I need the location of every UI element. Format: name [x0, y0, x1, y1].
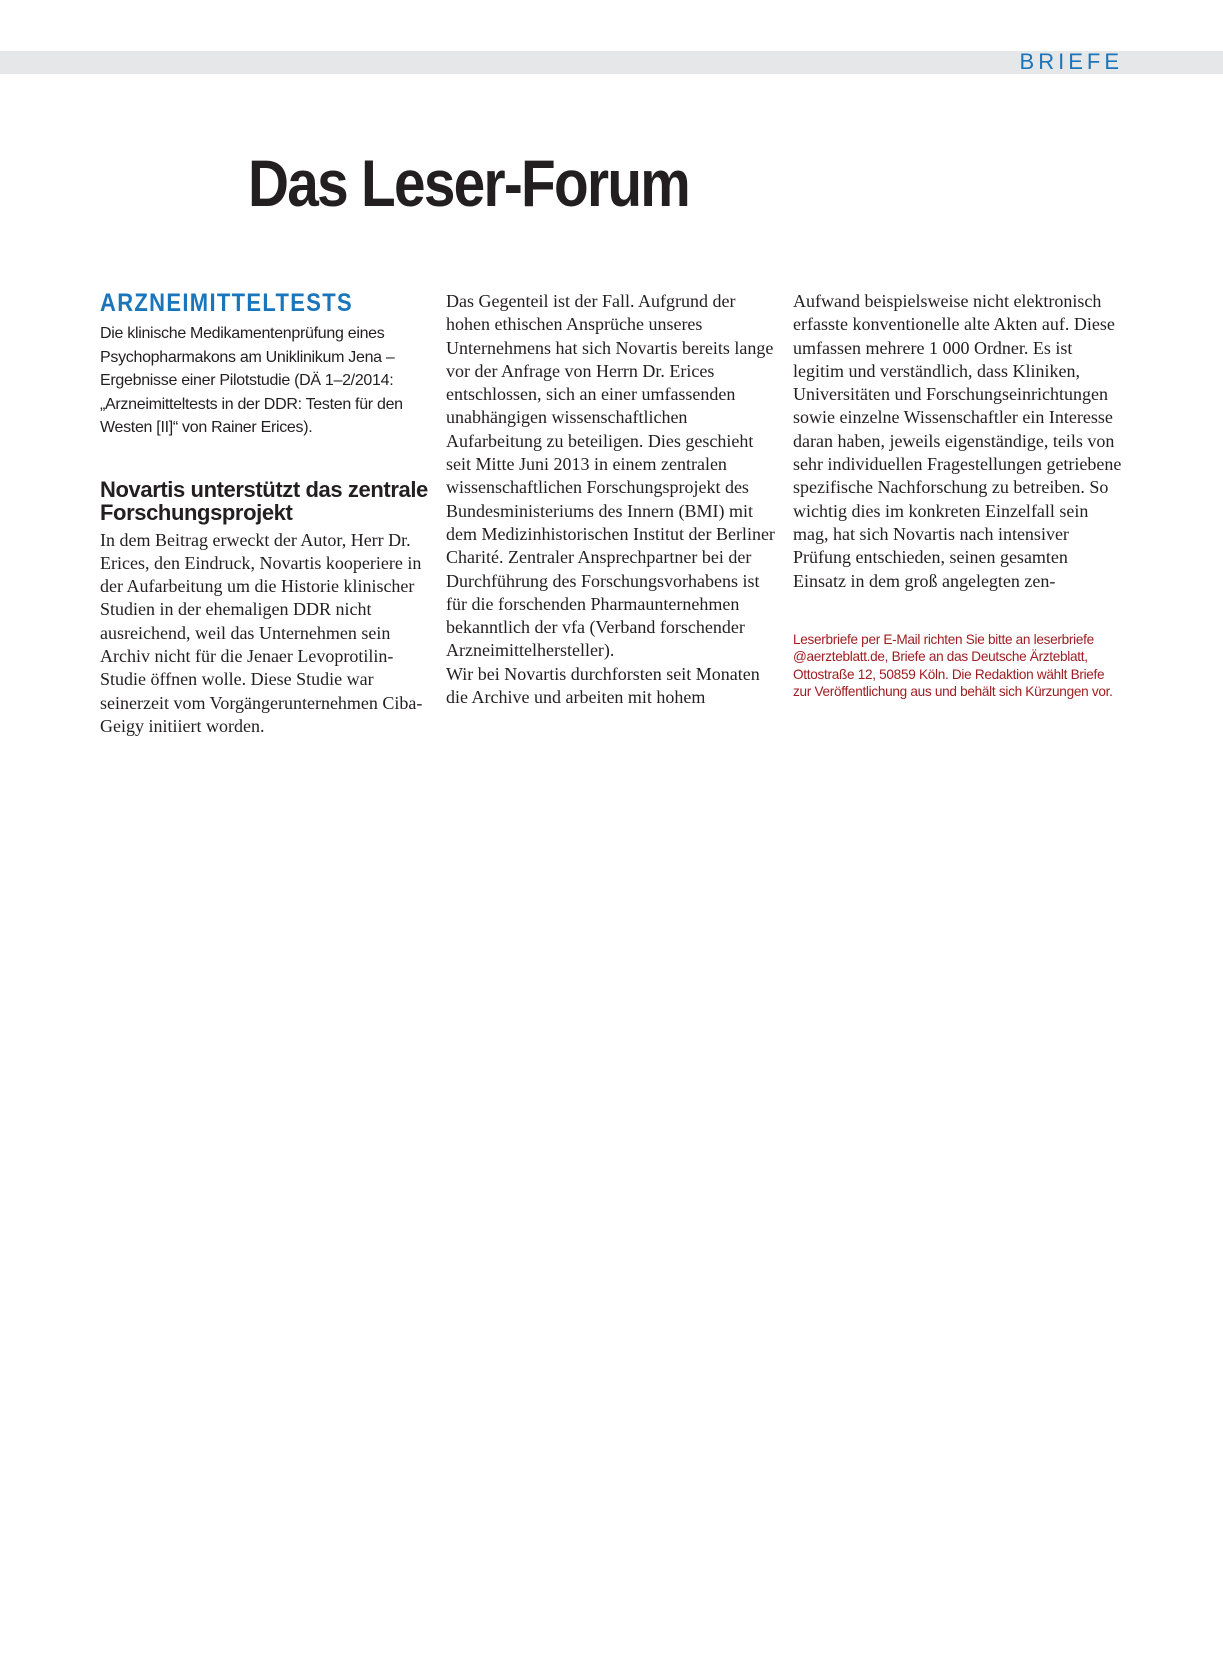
column-3: [793, 288, 1123, 701]
column-1: [100, 288, 430, 738]
column-2: [446, 288, 776, 709]
letter-text-part-4: Aufwand beispielsweise nicht elektronisch erfasste konventionelle alte Akten auf. Diese umfassen mehrere 1 000 Ordner. Es ist legitim und verständlich, dass Kliniken, Universitäten und Forschungseinrichtungen sowie einzelne Wissenschaftler ein Interesse daran haben, jeweils eigenständige, teils von sehr individuellen Fragestellungen getriebene spezifische Nachforschung zu betreiben. So wichtig dies im konkreten Einzelfall sein mag, hat sich Novartis nach intensiver Prüfung entschieden, seinen gesamten Einsatz in dem groß angelegten zen-: [793, 291, 1122, 591]
topic-kicker: ARZNEIMITTELTESTS: [100, 289, 354, 317]
letter-text-part-2: Das Gegenteil ist der Fall. Aufgrund der hohen ethischen Ansprüche unseres Unternehmens hat sich Novartis bereits lange vor der Anfrage von Herrn Dr. Erices entschlossen, sich an einer umfassenden unabhängigen wissenschaftlichen Aufarbeitung zu beteiligen. Dies geschieht seit Mitte Juni 2013 in einem zentralen wissenschaftlichen Forschungsprojekt des Bundesministeriums des Innern (BMI) mit dem Medizinhistorischen Institut der Berliner Charité. Zentraler Ansprechpartner bei der Durchführung des Forschungsvorhabens ist für die forschenden Pharmaunternehmen bekanntlich der vfa (Verband forschender Arzneimittelhersteller).: [446, 291, 775, 661]
article-lead: Die klinische Medikamentenprüfung eines Psychopharmakons am Uniklinikum Jena – Ergebnisse einer Pilotstudie (DÄ 1–2/2014: „Arzneimitteltests in der DDR: Testen für den Westen [II]“ von Rainer Erices).: [100, 325, 403, 436]
editorial-note: Leserbriefe per E-Mail richten Sie bitte an leserbriefe @aerzteblatt.de, Briefe an das Deutsche Ärzteblatt, Ottostraße 12, 50859 Köln. Die Redaktion wählt Briefe zur Veröffentlichung aus und behält sich Kürzungen vor.: [793, 631, 1113, 700]
page-title: Das Leser-Forum: [248, 146, 690, 220]
letter-headline: Novartis unterstützt das zentrale Forschungsprojekt: [100, 476, 428, 525]
letter-text-part-3: Wir bei Novartis durchforsten seit Monaten die Archive und arbeiten mit hohem: [446, 663, 760, 708]
section-label: BRIEFE: [1019, 49, 1123, 74]
letter-text-part-1: In dem Beitrag erweckt der Autor, Herr Dr. Erices, den Eindruck, Novartis kooperiere in der Aufarbeitung um die Historie klinischer Studien in der ehemaligen DDR nicht ausreichend, weil das Unternehmen sein Archiv nicht für die Jenaer Levoprotilin-Studie öffnen wolle. Diese Studie war seinerzeit vom Vorgängerunternehmen Ciba-Geigy initiiert worden.: [100, 529, 423, 736]
